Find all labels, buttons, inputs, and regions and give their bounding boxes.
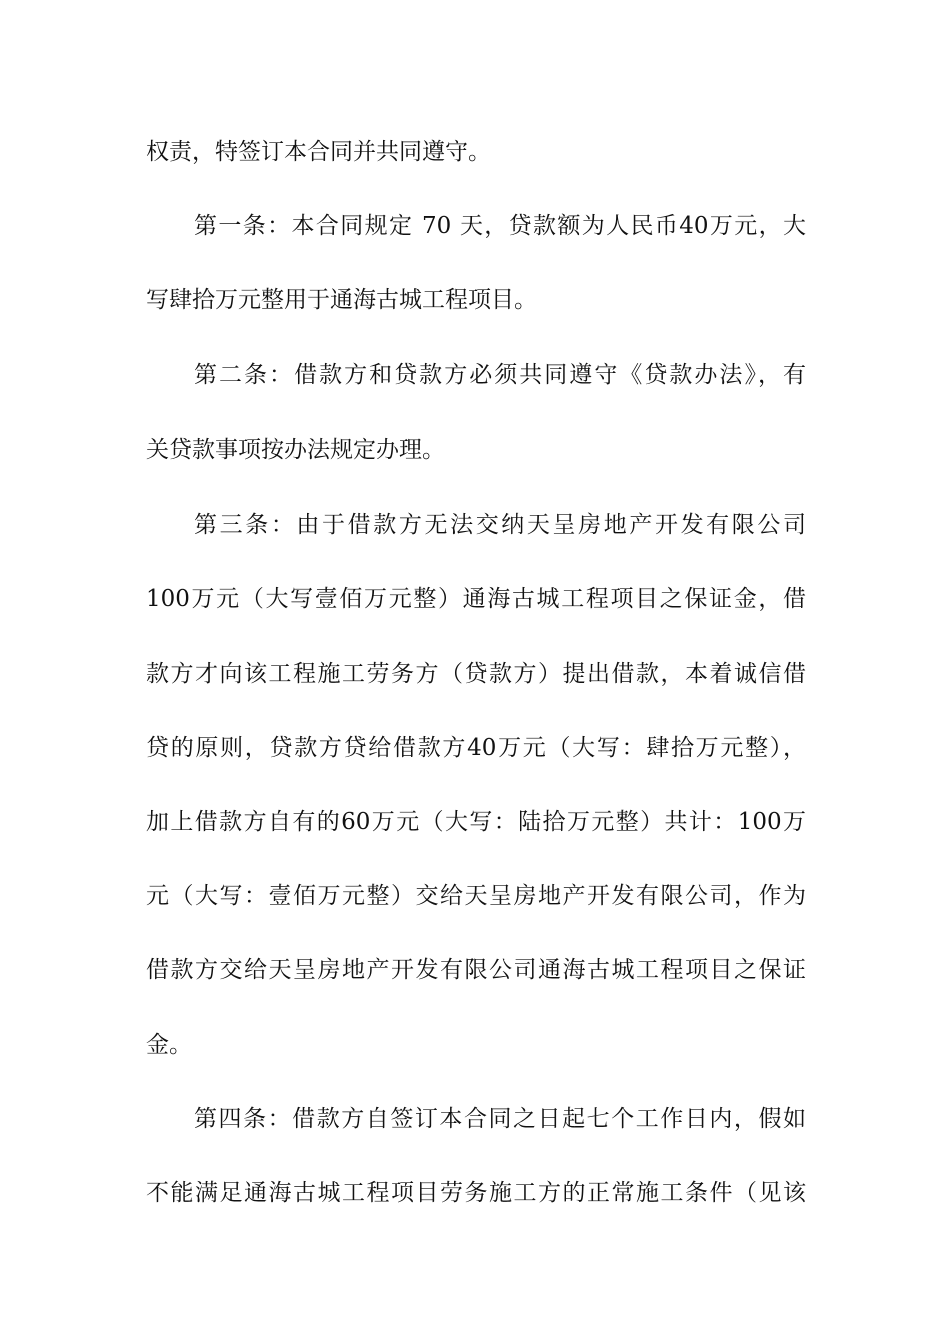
clause-1-line-2: 写肆拾万元整用于通海古城工程项目。 [146, 287, 537, 313]
clause-3-line-2: 100万元（大写壹佰万元整）通海古城工程项目之保证金，借 [146, 586, 806, 612]
clause-3-line-7: 借款方交给天呈房地产开发有限公司通海古城工程项目之保证 [146, 957, 806, 983]
clause-4-line-1: 第四条：借款方自签订本合同之日起七个工作日内，假如 [194, 1106, 806, 1132]
clause-3-line-4: 贷的原则，贷款方贷给借款方40万元（大写：肆拾万元整）， [146, 735, 806, 761]
clause-3-line-6: 元（大写：壹佰万元整）交给天呈房地产开发有限公司，作为 [146, 883, 806, 909]
clause-4-line-2: 不能满足通海古城工程项目劳务施工方的正常施工条件（见该 [146, 1180, 806, 1206]
clause-3-line-8: 金。 [146, 1032, 192, 1058]
text-line-1: 权责，特签订本合同并共同遵守。 [146, 139, 491, 165]
clause-3-line-5: 加上借款方自有的60万元（大写：陆拾万元整）共计：100万 [146, 809, 806, 835]
clause-1-line-1: 第一条：本合同规定 70 天，贷款额为人民币40万元，大 [194, 213, 806, 239]
clause-3-line-3: 款方才向该工程施工劳务方（贷款方）提出借款，本着诚信借 [146, 661, 806, 687]
clause-2-line-1: 第二条：借款方和贷款方必须共同遵守《贷款办法》，有 [194, 362, 806, 388]
clause-3-line-1: 第三条：由于借款方无法交纳天呈房地产开发有限公司 [194, 512, 806, 538]
clause-2-line-2: 关贷款事项按办法规定办理。 [146, 437, 445, 463]
